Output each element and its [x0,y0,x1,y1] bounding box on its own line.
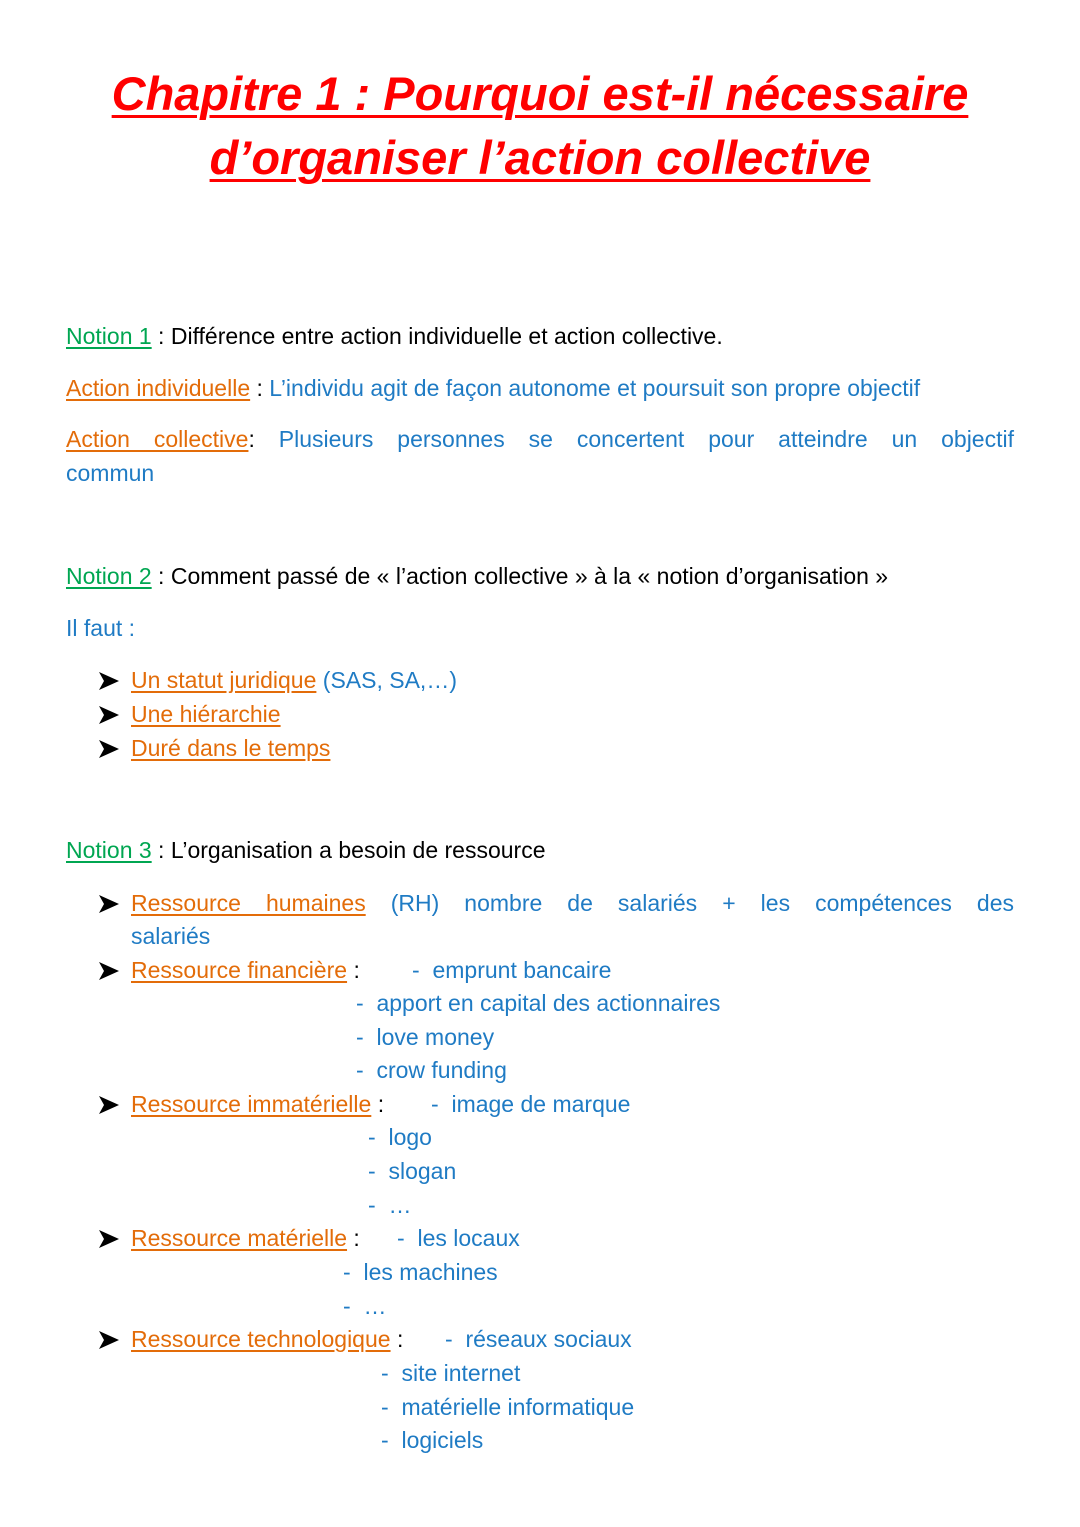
notion2-text: Comment passé de « l’action collective » à la « notion d’organisation » [170,563,889,589]
ressource-immaterielle-label: Ressource immatérielle [131,1091,372,1117]
notion2-label: Notion 2 [66,563,152,589]
action-individuelle-sep: : [250,375,270,401]
action-collective-text-2: commun [66,460,155,486]
technologique-item-1: - réseaux sociaux [445,1326,632,1352]
ressource-technologique-label: Ressource technologique [131,1326,391,1352]
action-individuelle-line [66,371,920,405]
ressource-financiere-label: Ressource financière [131,957,348,983]
ressource-humaines-line [131,886,1014,920]
action-individuelle-text: L’individu agit de façon autonome et poursuit son propre objectif [269,375,921,401]
notion1-sep: : [151,323,171,349]
ressource-materielle-line [131,1221,360,1255]
page-title [0,62,1080,190]
financiere-item-1: - emprunt bancaire [412,957,612,983]
notion2-item-3-label: Duré dans le temps [131,735,331,761]
ressource-immaterielle-sep: : [371,1091,385,1117]
materielle-item-2: - les machines [343,1259,498,1285]
notion3-heading [66,833,545,867]
title-line-2: d’organiser l’action collective [209,131,871,184]
action-individuelle-label: Action individuelle [66,375,251,401]
immaterielle-item-3: - slogan [368,1158,457,1184]
ressource-immaterielle-line [131,1087,384,1121]
arrow-bullet-icon [98,960,120,982]
financiere-item-4: - crow funding [356,1057,507,1083]
ressource-humaines-label: Ressource humaines [131,890,366,916]
notion3-sep: : [151,837,171,863]
notion2-sep: : [151,563,171,589]
financiere-item-3: - love money [356,1024,495,1050]
action-collective-line [66,422,1014,456]
title-line-1: Chapitre 1 : Pourquoi est-il nécessaire [111,67,969,120]
action-collective-sep: : [248,426,279,452]
notion2-heading [66,559,888,593]
notion1-text: Différence entre action individuelle et action collective. [170,323,723,349]
arrow-bullet-icon [98,1094,120,1116]
arrow-bullet-icon [98,670,120,692]
ressource-financiere-sep: : [347,957,360,983]
arrow-bullet-icon [98,1228,120,1250]
financiere-item-2: - apport en capital des actionnaires [356,990,721,1016]
action-collective-label: Action collective [66,426,249,452]
ressource-humaines-text-2: salariés [131,923,211,949]
arrow-bullet-icon [98,893,120,915]
technologique-item-4: - logiciels [381,1427,484,1453]
ressource-humaines-text: (RH) nombre de salariés + les compétences des [390,890,1014,916]
notion1-heading [66,319,723,353]
materielle-item-1: - les locaux [397,1225,520,1251]
arrow-bullet-icon [98,738,120,760]
action-collective-text: Plusieurs personnes se concertent pour atteindre un objectif [278,426,1014,452]
immaterielle-item-1: - image de marque [431,1091,631,1117]
arrow-bullet-icon [98,1329,120,1351]
notion2-item-1 [131,663,457,697]
notion1-label: Notion 1 [66,323,152,349]
arrow-bullet-icon [98,704,120,726]
notion2-item-2-label: Une hiérarchie [131,701,281,727]
immaterielle-item-2: - logo [368,1124,432,1150]
notion2-item-1-label: Un statut juridique [131,667,317,693]
notion2-item-1-extra: (SAS, SA,…) [316,667,457,693]
notion2-item-3 [131,731,330,765]
ressource-financiere-line [131,953,360,987]
notion3-text: L’organisation a besoin de ressource [170,837,546,863]
notion3-label: Notion 3 [66,837,152,863]
ressource-materielle-sep: : [347,1225,360,1251]
immaterielle-item-4: - … [368,1192,412,1218]
materielle-item-3: - … [343,1293,387,1319]
technologique-item-3: - matérielle informatique [381,1394,635,1420]
ressource-technologique-sep: : [390,1326,404,1352]
ressource-materielle-label: Ressource matérielle [131,1225,348,1251]
technologique-item-2: - site internet [381,1360,521,1386]
notion2-item-2 [131,697,281,731]
notion2-intro: Il faut : [66,615,136,641]
ressource-technologique-line [131,1322,403,1356]
